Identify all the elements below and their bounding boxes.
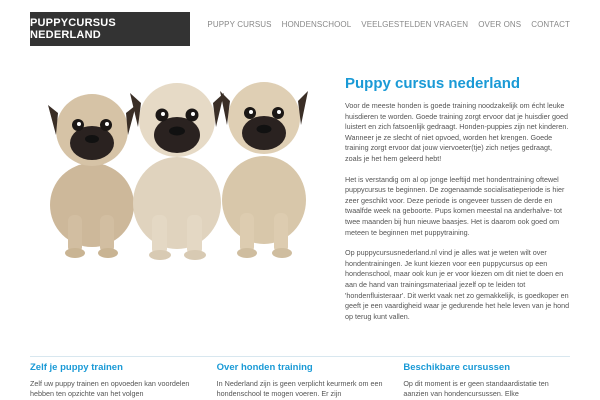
puppy-middle (130, 83, 224, 260)
site-info-paragraph: Op puppycursusnederland.nl vind je alles wat je weten wilt over hondentrainingen. Je kunt kiezen voor een puppycursus op een hondenschool, maar ook kun je er voor kiezen om dit niet te doen en aan de hand van trainingsmateriaal jezelf op te leiden tot 'hondenfluisteraar'. Dit werkt vaak net zo gemakkelijk, is goedkoper en geeft je een vaardigheid waar je gedurende het hele leven van je hond op terug kunt vallen. (345, 248, 570, 321)
puppy-right (220, 82, 308, 258)
section-divider (30, 356, 570, 357)
feature-zelf-trainen (30, 362, 197, 399)
main-content (345, 75, 570, 332)
nav-hondenschool[interactable]: HONDENSCHOOL (281, 20, 352, 29)
nav-contact[interactable]: CONTACT (531, 20, 570, 29)
socialisation-paragraph: Het is verstandig om al op jonge leeftijd met hondentraining oftewel puppycursus te beginnen. De zogenaamde socialisatieperiode is hier zeer geschikt voor. Deze periode is ongeveer tussen de derde en twaalfde week na geboorte. Pups komen meestal na anderhalve- tot twee maanden bij hun nieuwe baasjes. Het is daarom ook goed om meteen te beginnen met puppytraining. (345, 174, 565, 237)
puppy-left (48, 94, 136, 258)
nav-puppy-cursus[interactable]: PUPPY CURSUS (207, 20, 272, 29)
feature-over-training (217, 362, 384, 399)
intro-paragraph: Voor de meeste honden is goede training noodzakelijk om écht leuke huisdieren te worden. Goede training zorgt ervoor dat je huisdier goed luistert en zich fatsoenlijk gedraagt. Honden-puppies zijn net kinderen. Wanneer je ze slecht of niet opvoed, worden het krengen. Goede training zorgt ervoor dat jouw viervoeter(tje) zich netjes gedraagt, zoals je het hem geleerd hebt! (345, 101, 569, 163)
nav-over-ons[interactable]: OVER ONS (478, 20, 522, 29)
puppies-hero-image (30, 75, 320, 260)
feature-text: Zelf uw puppy trainen en opvoeden kan voordelen hebben ten opzichte van het volgen (30, 379, 190, 398)
main-navigation (207, 20, 570, 29)
site-logo[interactable]: PUPPYCURSUS NEDERLAND (30, 12, 190, 46)
feature-columns (30, 362, 570, 399)
page-title: Puppy cursus nederland (345, 75, 521, 92)
feature-title[interactable]: Over honden training (216, 362, 313, 373)
feature-text: Op dit moment is er geen standaardistatie ten aanzien van hondencursussen. Elke (403, 379, 549, 398)
feature-title[interactable]: Zelf je puppy trainen (30, 362, 123, 373)
feature-cursussen (403, 362, 570, 399)
feature-text: In Nederland zijn is geen verplicht keurmerk om een hondenschool te mogen voeren. Er zijn (216, 379, 383, 398)
feature-title[interactable]: Beschikbare cursussen (403, 362, 511, 373)
nav-veelgestelden-vragen[interactable]: VEELGESTELDEN VRAGEN (361, 20, 469, 29)
